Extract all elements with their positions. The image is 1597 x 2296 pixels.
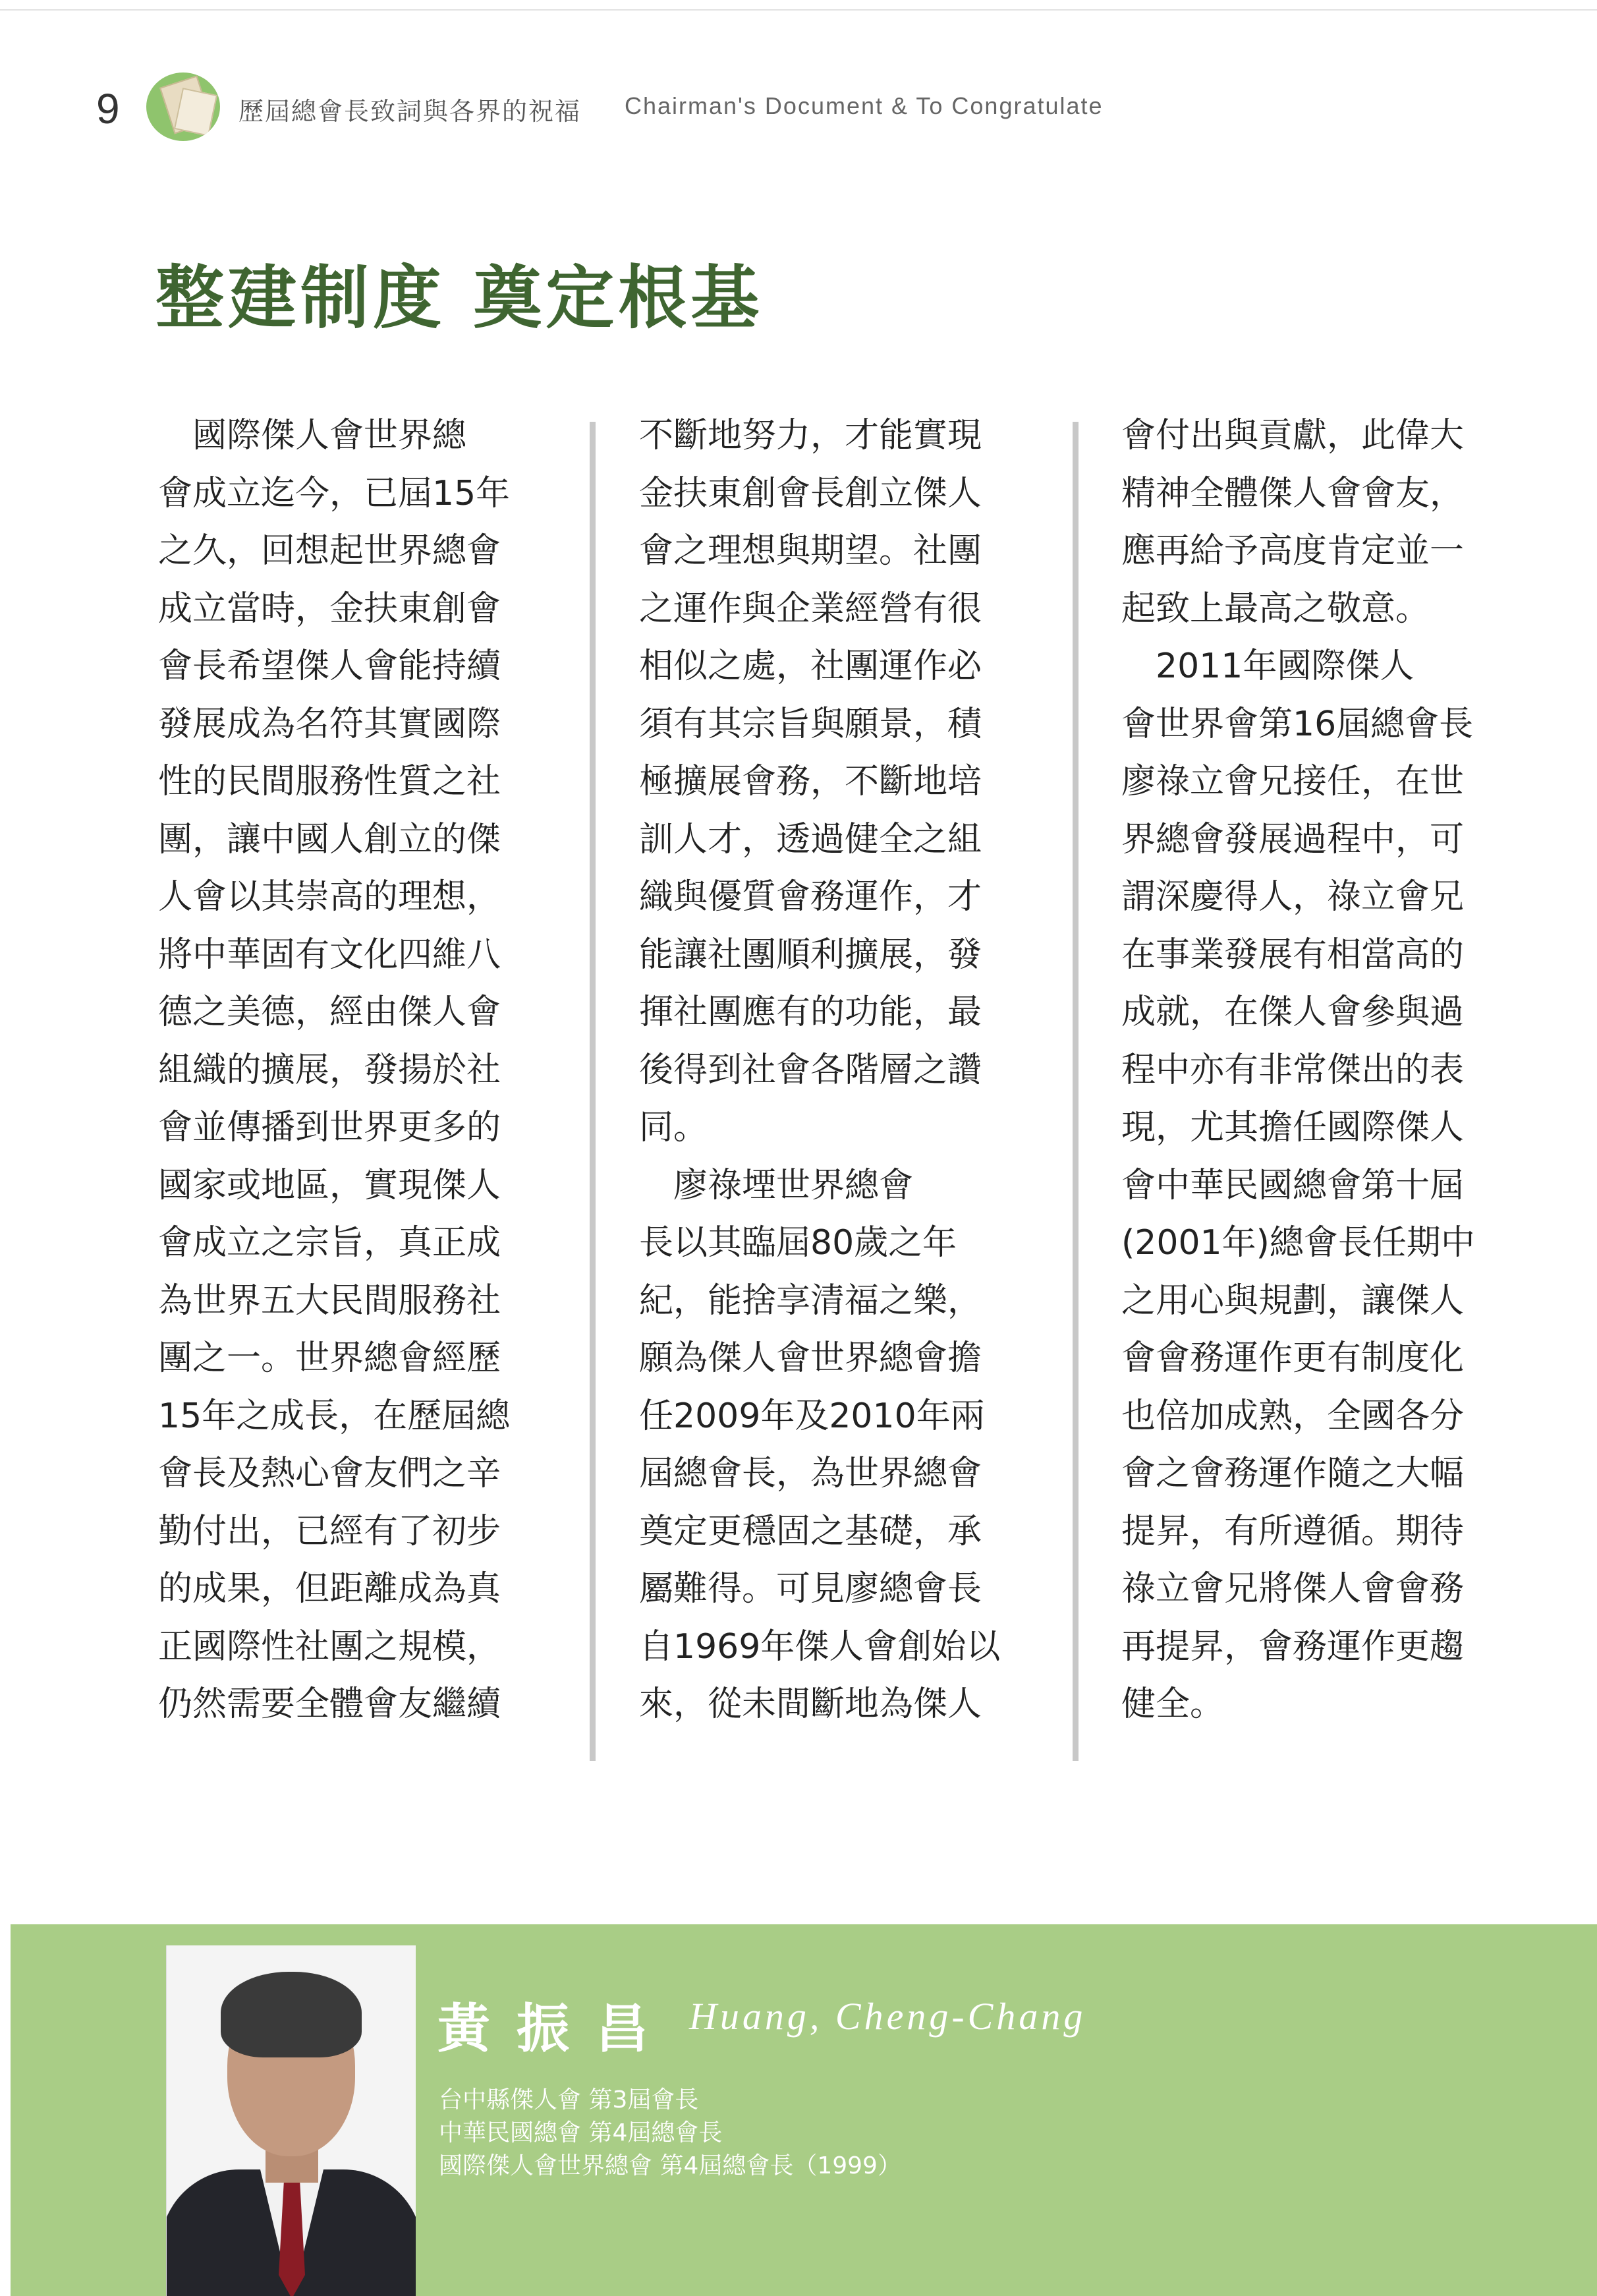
article-line: 奠定更穩固之基礎，承 [639,1511,982,1551]
article-line: 同。 [639,1108,708,1147]
article-line: 織與優質會務運作，才 [639,877,982,917]
article-line: 仍然需要全體會友繼續 [158,1684,501,1724]
article-line: 為世界五大民間服務社 [158,1280,501,1321]
article-line: 會會務運作更有制度化 [1121,1338,1465,1378]
article-line: 屆總會長，為世界總會 [639,1454,982,1493]
article-line: 不斷地努力，才能實現 [639,416,982,455]
article-line: 成立當時，金扶東創會 [158,588,501,629]
article-line: 健全。 [1121,1684,1225,1724]
article-line: 的成果，但距離成為真 [158,1569,501,1609]
article-line: 須有其宗旨與願景，積 [639,704,982,744]
bio-position: 中華民國總會 第4屆總會長 [439,2119,723,2146]
article-line: 將中華固有文化四維八 [158,934,501,975]
article-line: 廖祿堙世界總會 [639,1165,914,1205]
article-line: 揮社團應有的功能，最 [639,992,982,1032]
article-line: 15年之成長，在歷屆總 [158,1396,511,1436]
article-line: 發展成為名符其實國際 [158,704,501,744]
article-line: 應再給予高度肯定並一 [1121,531,1465,571]
article-line: 2011年國際傑人 [1121,646,1415,686]
article-line: 再提昇，會務運作更趨 [1121,1626,1465,1667]
article-line: 國家或地區，實現傑人 [158,1165,501,1205]
article-line: 任2009年及2010年兩 [639,1396,985,1436]
article-line: 起致上最高之敬意。 [1121,588,1430,629]
article-line: 之運作與企業經營有很 [639,588,982,629]
article-line: 性的民間服務性質之社 [158,762,501,801]
column-divider [1073,422,1079,1761]
article-line: 之久，回想起世界總會 [158,531,501,571]
article-line: 團，讓中國人創立的傑 [158,819,501,859]
article-line: 自1969年傑人會創始以 [639,1626,1001,1667]
article-line: 後得到社會各階層之讚 [639,1050,982,1090]
document-icon [146,72,220,141]
article-line: 會成立迄今，已屆15年 [158,473,511,513]
article-line: 會中華民國總會第十屆 [1121,1165,1465,1205]
article-line: 屬難得。可見廖總會長 [639,1569,982,1609]
article-line: 勤付出，已經有了初步 [158,1511,501,1551]
article-column-2 [639,407,1034,1734]
article-line: 訓人才，透過健全之組 [639,819,982,859]
article-line: 相似之處，社團運作必 [639,646,982,686]
article-line: 願為傑人會世界總會擔 [639,1338,982,1378]
article-line: 來，從未間斷地為傑人 [639,1684,982,1724]
article-line: 能讓社團順利擴展，發 [639,934,982,975]
column-divider [590,422,596,1761]
article-title: 整建制度 奠定根基 [155,257,764,338]
article-line: 會付出與貢獻，此偉大 [1121,416,1465,455]
article-line: 會並傳播到世界更多的 [158,1108,501,1147]
article-line: 會世界會第16屆總會長 [1121,704,1474,744]
page-number: 9 [96,85,120,132]
article-line: 金扶東創會長創立傑人 [639,473,982,513]
article-line: 會成立之宗旨，真正成 [158,1223,501,1263]
article-line: 廖祿立會兄接任，在世 [1121,762,1465,801]
section-title-zh: 歷屆總會長致詞與各界的祝福 [238,97,582,126]
article-line: 祿立會兄將傑人會會務 [1121,1569,1465,1609]
article-line: 程中亦有非常傑出的表 [1121,1050,1465,1090]
article-line: 長以其臨屆80歲之年 [639,1223,957,1263]
article-line: 之用心與規劃，讓傑人 [1121,1280,1465,1321]
article-column-3 [1121,407,1517,1734]
article-line: 德之美德，經由傑人會 [158,992,501,1032]
article-line: 提昇，有所遵循。期待 [1121,1511,1465,1551]
bio-name-en: Huang, Cheng-Chang [689,1995,1086,2038]
article-line: 會長希望傑人會能持續 [158,646,501,686]
article-line: 在事業發展有相當高的 [1121,934,1465,975]
article-line: 紀，能捨享清福之樂， [639,1280,982,1321]
article-line: 會長及熱心會友們之辛 [158,1454,501,1493]
bio-position: 國際傑人會世界總會 第4屆總會長（1999） [439,2152,901,2179]
article-line: 會之理想與期望。社團 [639,531,982,571]
bio-name-zh: 黃振昌 [437,1997,675,2059]
article-line: 極擴展會務，不斷地培 [639,762,982,801]
bio-position: 台中縣傑人會 第3屆會長 [439,2086,699,2113]
article-line: 也倍加成熟，全國各分 [1121,1396,1465,1436]
article-column-1 [158,407,553,1734]
section-title-en: Chairman's Document & To Congratulate [625,92,1104,119]
article-line: (2001年)總會長任期中 [1121,1223,1475,1263]
article-line: 會之會務運作隨之大幅 [1121,1454,1465,1493]
top-rule [0,9,1597,11]
article-line: 謂深慶得人，祿立會兄 [1121,877,1465,917]
article-line: 成就，在傑人會參與過 [1121,992,1465,1032]
article-line: 精神全體傑人會會友， [1121,473,1465,513]
article-line: 現，尤其擔任國際傑人 [1121,1108,1465,1147]
article-line: 國際傑人會世界總 [158,416,467,455]
article-line: 組織的擴展，發揚於社 [158,1050,501,1090]
article-line: 界總會發展過程中，可 [1121,819,1465,859]
article-line: 正國際性社團之規模， [158,1626,501,1667]
portrait-photo [166,1945,416,2296]
bio-positions [439,2084,901,2183]
article-line: 人會以其崇高的理想， [158,877,501,917]
article-line: 團之一。世界總會經歷 [158,1338,501,1378]
